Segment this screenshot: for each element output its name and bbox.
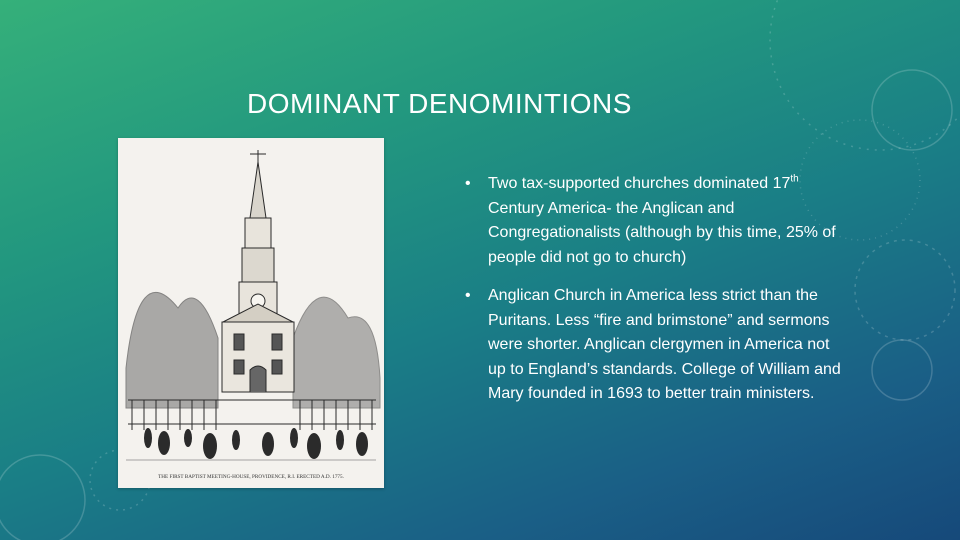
bullet-item — [462, 284, 842, 407]
bullet-item — [462, 172, 842, 270]
bullet-text: Century America- the Anglican and Congregationalists (although by this time, 25% of people did not go to church) — [488, 199, 836, 266]
superscript-th: th — [790, 173, 799, 185]
bullet-list — [462, 172, 842, 421]
church-engraving-image — [118, 138, 384, 488]
bullet-text: Two tax-supported churches dominated 17 — [488, 175, 791, 192]
bullet-text: Anglican Church in America less strict than the Puritans. Less “fire and brimstone” and sermons were shorter. Anglican clergymen in America not up to England’s standards. College of William and Mary founded in 1693 to better train ministers. — [488, 287, 841, 402]
image-caption: THE FIRST BAPTIST MEETING-HOUSE, PROVIDENCE, R.I. ERECTED A.D. 1775. — [158, 474, 344, 480]
slide-title: DOMINANT DENOMINTIONS — [247, 88, 632, 119]
